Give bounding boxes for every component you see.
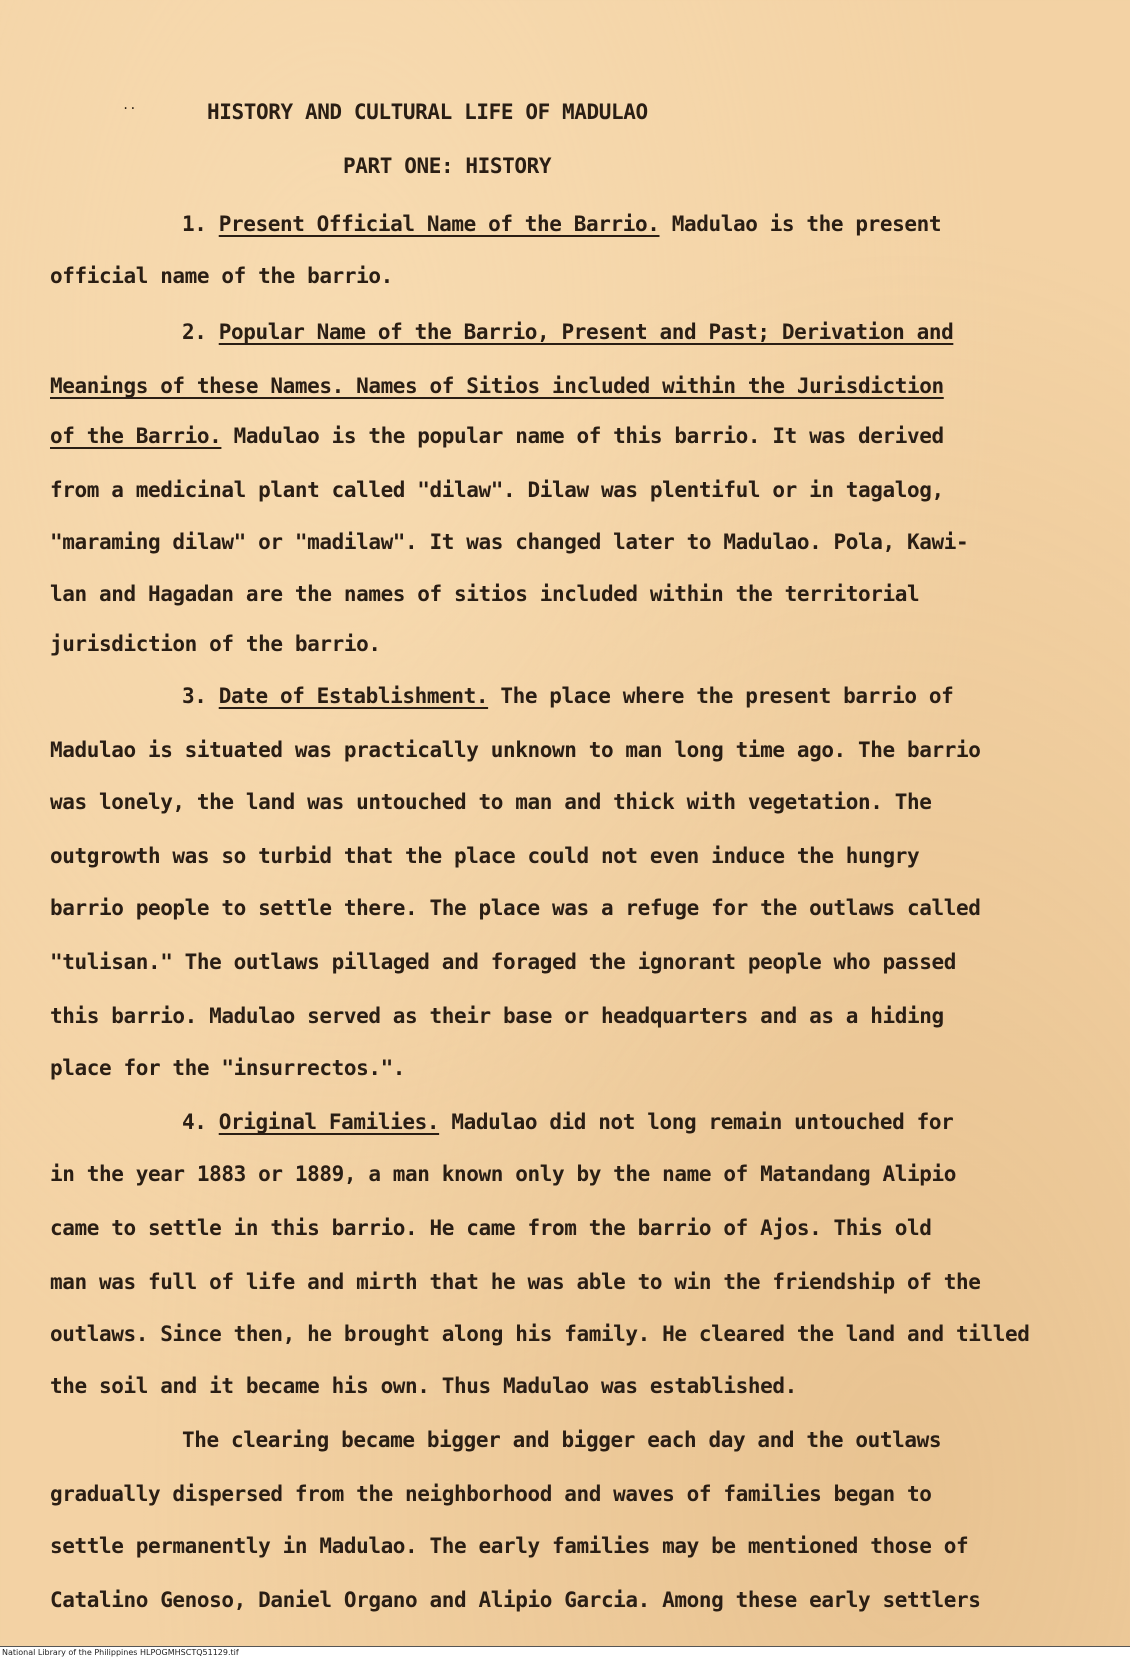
- text-line: [50, 530, 968, 554]
- line-text: barrio people to settle there. The place was a refuge for the outlaws called: [50, 896, 981, 920]
- line-text: man was full of life and mirth that he was able to win the friendship of the: [50, 1270, 981, 1294]
- text-line: [182, 1428, 941, 1452]
- text-line: [50, 1482, 932, 1506]
- text-line: [182, 212, 941, 236]
- underlined-heading: Date of Establishment.: [218, 684, 489, 708]
- line-text: in the year 1883 or 1889, a man known only by the name of Matandang Alipio: [50, 1162, 956, 1186]
- line-text: The place where the present barrio of: [488, 684, 954, 708]
- text-line: [50, 1056, 405, 1080]
- text-line: [182, 684, 953, 708]
- line-text: "maraming dilaw" or "madilaw". It was changed later to Madulao. Pola, Kawi-: [50, 530, 969, 554]
- text-line: [50, 1004, 944, 1028]
- line-text: Madulao is the present: [659, 212, 942, 236]
- text-line: [50, 1534, 968, 1558]
- line-text: Madulao is situated was practically unknown to man long time ago. The barrio: [50, 738, 981, 762]
- line-text: gradually dispersed from the neighborhood and waves of families began to: [50, 1482, 932, 1506]
- document-title: HISTORY AND CULTURAL LIFE OF MADULAO: [207, 100, 648, 124]
- text-line: [50, 738, 980, 762]
- text-line: [50, 1216, 932, 1240]
- line-text: outgrowth was so turbid that the place could not even induce the hungry: [50, 844, 920, 868]
- line-text: jurisdiction of the barrio.: [50, 632, 381, 656]
- text-line: [50, 896, 980, 920]
- line-text: this barrio. Madulao served as their base or headquarters and as a hiding: [50, 1004, 944, 1028]
- text-line: [50, 582, 919, 606]
- text-line: [182, 1110, 953, 1134]
- line-text: the soil and it became his own. Thus Madulao was established.: [50, 1374, 797, 1398]
- text-line: [50, 424, 944, 448]
- document-subtitle: PART ONE: HISTORY: [343, 154, 552, 178]
- text-line: [182, 320, 953, 344]
- line-text: Madulao is the popular name of this barrio. It was derived: [221, 424, 944, 448]
- text-line: [50, 1374, 797, 1398]
- line-text: was lonely, the land was untouched to man and thick with vegetation. The: [50, 790, 932, 814]
- line-text: The clearing became bigger and bigger each day and the outlaws: [182, 1428, 942, 1452]
- scan-footer: [0, 1646, 1130, 1659]
- line-text: official name of the barrio.: [50, 264, 393, 288]
- text-line: [50, 478, 944, 502]
- line-text: 2.: [182, 320, 219, 344]
- text-line: [50, 950, 956, 974]
- line-text: 4.: [182, 1110, 219, 1134]
- line-text: Madulao did not long remain untouched for: [439, 1110, 954, 1134]
- text-line: [50, 790, 932, 814]
- text-line: [50, 844, 919, 868]
- text-line: [50, 1322, 1029, 1346]
- text-line: [50, 1588, 980, 1612]
- page-mark: ..: [122, 98, 137, 112]
- text-line: [50, 1270, 980, 1294]
- text-line: [50, 374, 944, 398]
- underlined-heading: Meanings of these Names. Names of Sitios included within the Jurisdiction: [50, 374, 944, 398]
- footer-text: National Library of the Philippines HLPOGMHSCTQ51129.tif: [2, 1648, 239, 1657]
- line-text: 3.: [182, 684, 219, 708]
- line-text: settle permanently in Madulao. The early families may be mentioned those of: [50, 1534, 969, 1558]
- line-text: from a medicinal plant called "dilaw". Dilaw was plentiful or in tagalog,: [50, 478, 944, 502]
- line-text: came to settle in this barrio. He came from the barrio of Ajos. This old: [50, 1216, 932, 1240]
- line-text: lan and Hagadan are the names of sitios included within the territorial: [50, 582, 920, 606]
- text-line: [50, 632, 381, 656]
- underlined-heading: of the Barrio.: [50, 424, 222, 448]
- line-text: Catalino Genoso, Daniel Organo and Alipio Garcia. Among these early settlers: [50, 1588, 981, 1612]
- underlined-heading: Original Families.: [218, 1110, 440, 1134]
- underlined-heading: Popular Name of the Barrio, Present and Past; Derivation and: [218, 320, 954, 344]
- line-text: place for the "insurrectos.".: [50, 1056, 406, 1080]
- text-line: [50, 1162, 956, 1186]
- line-text: outlaws. Since then, he brought along his family. He cleared the land and tilled: [50, 1322, 1030, 1346]
- line-text: 1.: [182, 212, 219, 236]
- underlined-heading: Present Official Name of the Barrio.: [218, 212, 660, 236]
- text-line: [50, 264, 393, 288]
- line-text: "tulisan." The outlaws pillaged and foraged the ignorant people who passed: [50, 950, 956, 974]
